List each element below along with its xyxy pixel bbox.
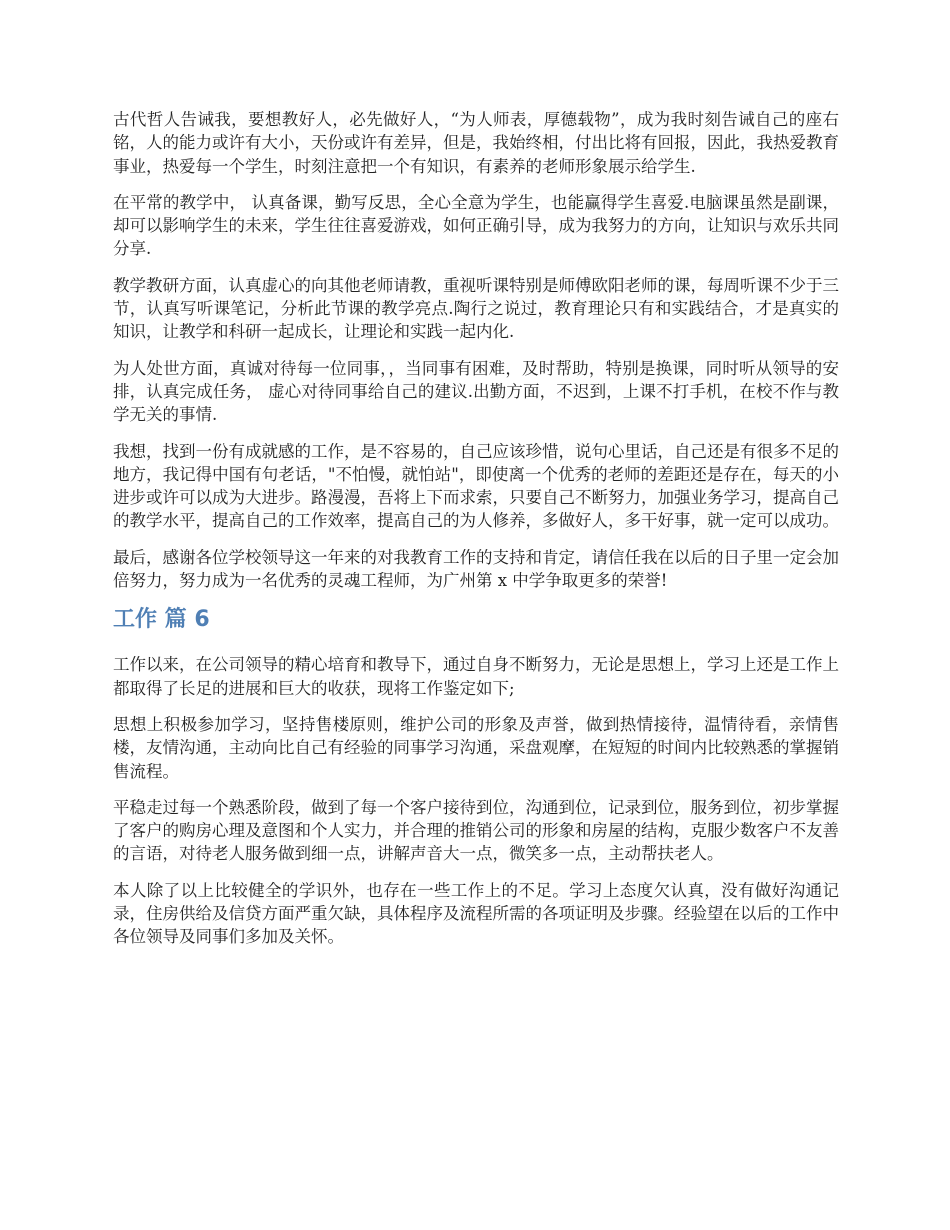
paragraph: 最后，感谢各位学校领导这一年来的对我教育工作的支持和肯定，请信任我在以后的日子里一定会加倍努力，努力成为一名优秀的灵魂工程师，为广州第 x 中学争取更多的荣誉! [113, 547, 839, 591]
paragraph: 工作以来，在公司领导的精心培育和教导下，通过自身不断努力，无论是思想上，学习上还是工作上都取得了长足的进展和巨大的收获，现将工作鉴定如下; [113, 655, 839, 698]
paragraph: 古代哲人告诫我，要想教好人，必先做好人，“为人师表，厚德载物”，成为我时刻告诫自己的座右铭，人的能力或许有大小，天份或许有差异，但是，我始终相，付出比将有回报，因此，我热爱教育事业，热爱每一个学生，时刻注意把一个有知识，有素养的老师形象展示给学生. [113, 110, 839, 176]
paragraph: 思想上积极参加学习，坚持售楼原则，维护公司的形象及声誉，做到热情接待，温情待看，亲情售楼，友情沟通，主动向比自己有经验的同事学习沟通，采盘观摩，在短短的时间内比较熟悉的掌握销售流程。 [113, 714, 839, 781]
section-heading: 工作 篇 6 [113, 607, 210, 633]
paragraph: 为人处世方面，真诚对待每一位同事，，当同事有困难，及时帮助，特别是换课，同时听从领导的安排，认真完成任务， 虚心对待同事给自己的建议.出勤方面，不迟到，上课不打手机，在校不作与教学无关的事情. [113, 358, 839, 425]
paragraph: 教学教研方面，认真虚心的向其他老师请教，重视听课特别是师傅欧阳老师的课，每周听课不少于三节，认真写听课笔记，分析此节课的教学亮点.陶行之说过，教育理论只有和实践结合，才是真实的知识，让教学和科研一起成长，让理论和实践一起内化. [113, 275, 839, 342]
paragraph: 本人除了以上比较健全的学识外，也存在一些工作上的不足。学习上态度欠认真，没有做好沟通记录，住房供给及信贷方面严重欠缺，具体程序及流程所需的各项证明及步骤。经验望在以后的工作中各位领导及同事们多加及关怀。 [113, 880, 839, 947]
paragraph: 平稳走过每一个熟悉阶段，做到了每一个客户接待到位，沟通到位，记录到位，服务到位，初步掌握了客户的购房心理及意图和个人实力，并合理的推销公司的形象和房屋的结构，克服少数客户不友善的言语，对待老人服务做到细一点，讲解声音大一点，微笑多一点，主动帮扶老人。 [113, 797, 839, 864]
paragraph: 我想，找到一份有成就感的工作，是不容易的，自己应该珍惜，说句心里话，自己还是有很多不足的地方，我记得中国有句老话，"不怕慢，就怕站"，即使离一个优秀的老师的差距还是存在，每天的小进步或许可以成为大进步。路漫漫，吾将上下而求索，只要自己不断努力，加强业务学习，提高自己的教学水平，提高自己的工作效率，提高自己的为人修养，多做好人，多干好事，就一定可以成功。 [113, 441, 839, 531]
document-page [113, 108, 839, 962]
paragraph: 在平常的教学中， 认真备课，勤写反思，全心全意为学生，也能赢得学生喜爱.电脑课虽然是副课，却可以影响学生的未来，学生往往喜爱游戏，如何正确引导，成为我努力的方向，让知识与欢乐共同分享. [113, 192, 839, 259]
